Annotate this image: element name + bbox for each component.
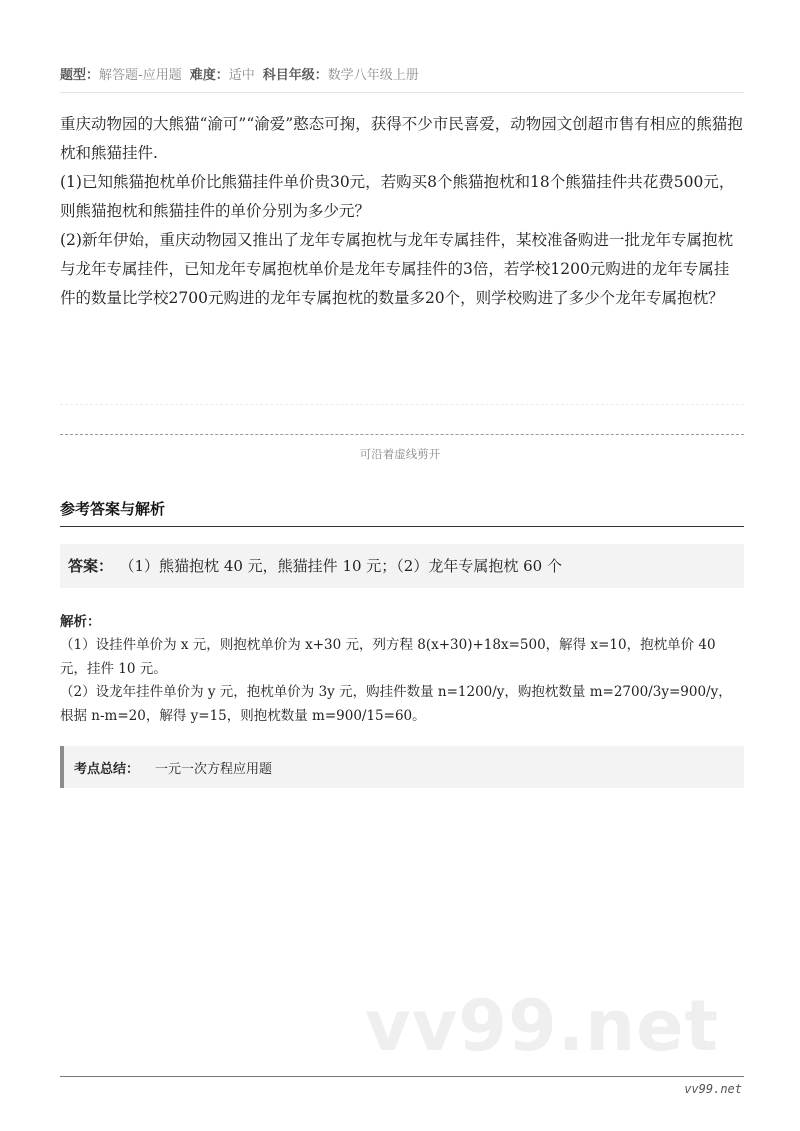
explanation-part-2: （2）设龙年挂件单价为 y 元，抱枕单价为 3y 元，购挂件数量 n=1200/y，购抱枕数量 m=2700/3y=900/y，根据 n-m=20，解得 y=15，则抱枕数量 m=900/15=60。 [60,684,732,724]
type-label: 题型： [60,68,100,83]
answer-label: 答案： [68,557,114,575]
light-dashed-divider [60,404,744,405]
explanation-part-1: （1）设挂件单价为 x 元，则抱枕单价为 x+30 元，列方程 8(x+30)+18x=500，解得 x=10，抱枕单价 40 元，挂件 10 元。 [60,637,716,677]
explanation-body [60,634,744,728]
question-part-1: (1)已知熊猫抱枕单价比熊猫挂件单价贵30元，若购买8个熊猫抱枕和18个熊猫挂件共花费500元，则熊猫抱枕和熊猫挂件的单价分别为多少元？ [60,173,735,220]
difficulty-label: 难度： [189,68,229,83]
summary-box [60,746,744,788]
footer-divider [60,1076,744,1077]
summary-label: 考点总结： [74,762,140,777]
meta-divider [60,92,744,93]
question-part-2: (2)新年伊始，重庆动物园又推出了龙年专属抱枕与龙年专属挂件，某校准备购进一批龙年专属抱枕与龙年专属挂件，已知龙年专属抱枕单价是龙年专属挂件的3倍，若学校1200元购进的龙年专属挂件的数量比学校2700元购进的龙年专属抱枕的数量多20个，则学校购进了多少个龙年专属抱枕？ [60,231,733,307]
question-intro: 重庆动物园的大熊猫“渝可”“渝爱”憨态可掬，获得不少市民喜爱，动物园文创超市售有相应的熊猫抱枕和熊猫挂件. [60,115,743,162]
watermark: vv99.net [365,985,720,1067]
footer-url: vv99.net [684,1082,742,1096]
cut-label: 可沿着虚线剪开 [359,447,441,461]
question-body [60,110,744,313]
type-value: 解答题-应用题 [99,68,182,83]
cut-line [60,434,744,435]
grade-value: 数学八年级上册 [327,68,419,83]
difficulty-value: 适中 [228,68,255,83]
answer-heading-divider [60,526,744,527]
answer-text: （1）熊猫抱枕 40 元，熊猫挂件 10 元；（2）龙年专属抱枕 60 个 [127,557,562,575]
explanation-label: 解析： [60,614,101,630]
question-meta [60,64,744,83]
summary-text: 一元一次方程应用题 [155,762,273,777]
answer-section-heading: 参考答案与解析 [60,500,166,518]
grade-label: 科目年级： [262,68,328,83]
answer-box [60,544,744,588]
